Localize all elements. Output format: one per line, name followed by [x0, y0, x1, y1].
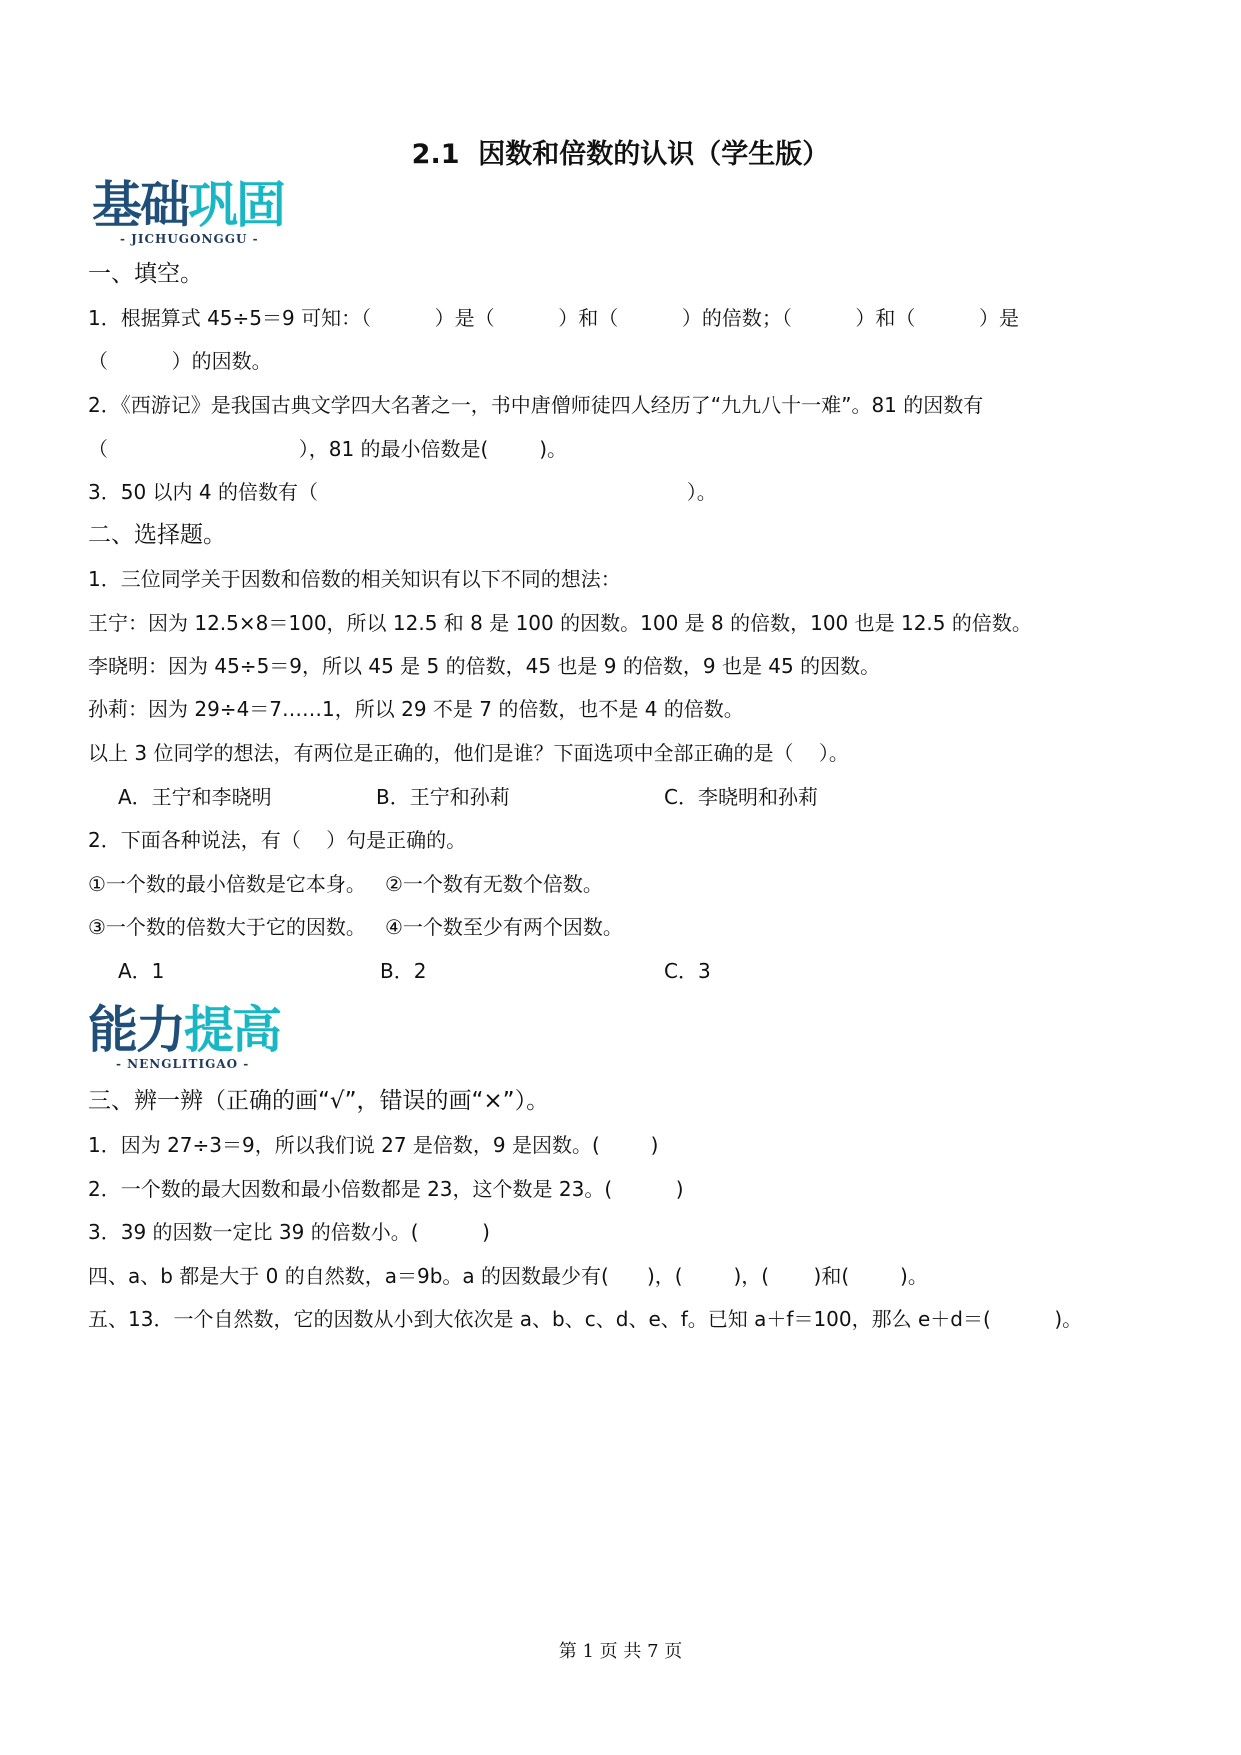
option-a: A．1	[118, 959, 165, 983]
banner-subtitle: - JICHUGONGGU -	[120, 232, 259, 246]
student-statement-wangning: 王宁：因为 12.5×8＝100，所以 12.5 和 8 是 100 的因数。100 是 8 的倍数，100 也是 12.5 的倍数。	[88, 611, 1032, 635]
statements-3-4: ③一个数的倍数大于它的因数。 ④一个数至少有两个因数。	[88, 915, 623, 939]
student-statement-lixiaoming: 李晓明：因为 45÷5＝9，所以 45 是 5 的倍数，45 也是 9 的倍数，9 也是 45 的因数。	[88, 654, 881, 678]
banner-text-dark: 能力	[88, 1001, 184, 1059]
question-1-1-line-1: 1．根据算式 45÷5＝9 可知：（ ）是（ ）和（ ）的倍数；（ ）和（ ）是	[88, 306, 1019, 330]
option-a: A．王宁和李晓明	[118, 785, 272, 809]
option-c: C．李晓明和孙莉	[664, 785, 818, 809]
question-2-2: 2．下面各种说法，有（ ）句是正确的。	[88, 828, 467, 852]
banner-text-dark: 基础	[92, 176, 188, 234]
section-5: 五、13．一个自然数，它的因数从小到大依次是 a、b、c、d、e、f。已知 a＋f＝100，那么 e＋d＝( )。	[88, 1307, 1083, 1331]
section-banner-nenglitigao	[88, 1003, 280, 1071]
question-1-2-line-1: 2．《西游记》是我国古典文学四大名著之一，书中唐僧师徒四人经历了“九九八十一难”。81 的因数有	[88, 393, 984, 417]
banner-text-teal: 提高	[184, 1001, 280, 1059]
question-3-2: 2．一个数的最大因数和最小倍数都是 23，这个数是 23。( )	[88, 1177, 684, 1201]
question-2-1-ask: 以上 3 位同学的想法，有两位是正确的，他们是谁？下面选项中全部正确的是（ ）。	[88, 741, 849, 765]
section-4: 四、a、b 都是大于 0 的自然数，a＝9b。a 的因数最少有( )，( )，( )和( )。	[88, 1264, 928, 1288]
question-1-2-line-2: （ ），81 的最小倍数是( )。	[88, 437, 567, 461]
statements-1-2: ①一个数的最小倍数是它本身。 ②一个数有无数个倍数。	[88, 872, 603, 896]
page-footer: 第 1 页 共 7 页	[558, 1641, 683, 1662]
question-3-1: 1．因为 27÷3＝9，所以我们说 27 是倍数，9 是因数。( )	[88, 1133, 659, 1157]
question-1-3: 3．50 以内 4 的倍数有（ ）。	[88, 480, 717, 504]
option-c: C．3	[664, 959, 711, 983]
option-b: B．2	[380, 959, 427, 983]
banner-text-teal: 巩固	[188, 176, 284, 234]
question-2-1: 1．三位同学关于因数和倍数的相关知识有以下不同的想法：	[88, 567, 621, 591]
question-3-3: 3．39 的因数一定比 39 的倍数小。( )	[88, 1220, 490, 1244]
page-title: 2.1 因数和倍数的认识（学生版）	[411, 139, 830, 170]
section-1-heading: 一、填空。	[88, 261, 203, 287]
option-b: B．王宁和孙莉	[376, 785, 510, 809]
banner-subtitle: - NENGLITIGAO -	[116, 1057, 250, 1071]
student-statement-sunli: 孙莉：因为 29÷4＝7……1，所以 29 不是 7 的倍数，也不是 4 的倍数。	[88, 697, 744, 721]
section-2-heading: 二、选择题。	[88, 522, 226, 548]
question-1-1-line-2: （ ）的因数。	[88, 349, 272, 373]
section-banner-jichugonggu	[92, 178, 284, 246]
section-3-heading: 三、辨一辨（正确的画“√”，错误的画“×”）。	[88, 1088, 550, 1114]
